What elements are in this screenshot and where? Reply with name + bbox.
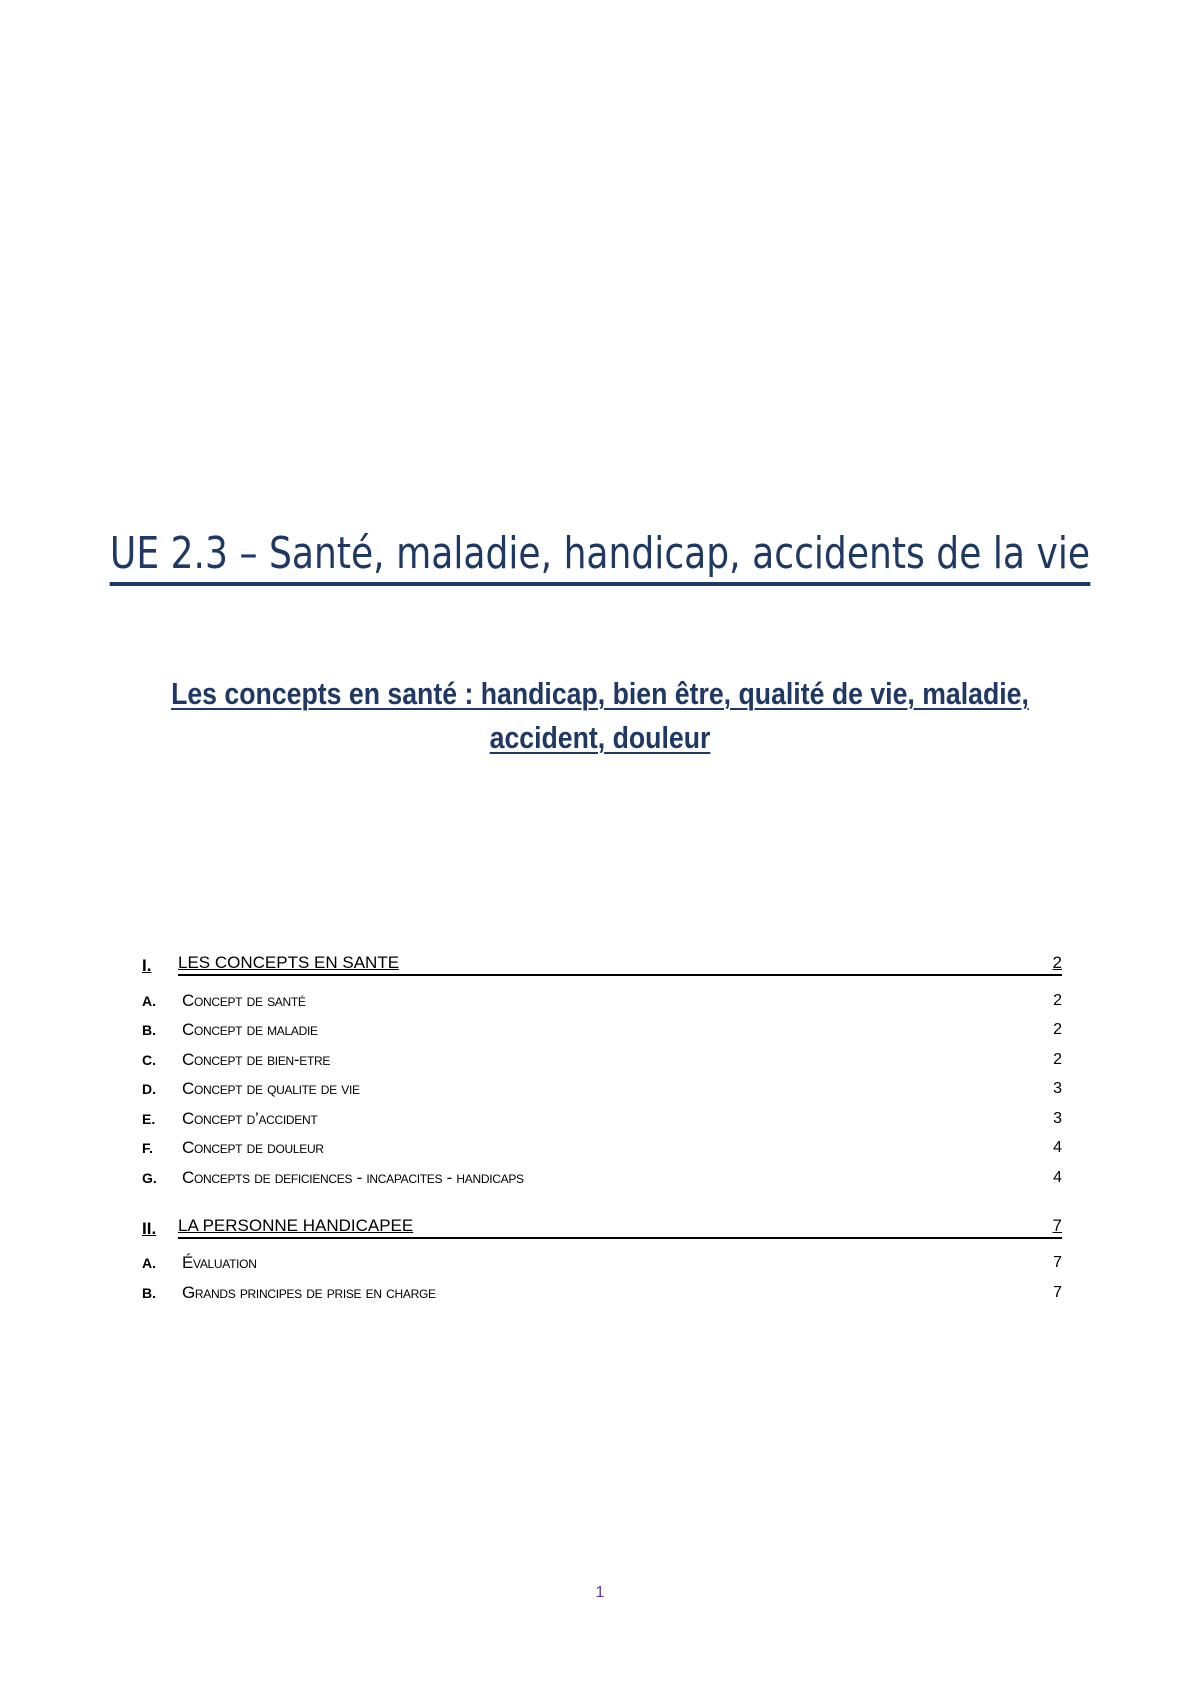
toc-entry-letter: F. <box>142 1140 153 1157</box>
toc-entry-label: Concept de douleur <box>182 1138 324 1158</box>
toc-entry-label: Concepts de deficiences - incapacites - handicaps <box>182 1167 524 1187</box>
toc-entry-label: Grands principes de prise en charge <box>182 1282 436 1302</box>
toc-section-page: 2 <box>1052 953 1062 972</box>
toc-entry-label: Concept d’accident <box>182 1108 318 1128</box>
toc-entry-letter: A. <box>142 1255 156 1272</box>
toc-entry-letter: E. <box>142 1110 156 1127</box>
toc-entry-label: Concept de qualite de vie <box>182 1079 360 1099</box>
toc-entry-label: Concept de maladie <box>182 1020 318 1040</box>
subtitle-line-1: Les concepts en santé : handicap, bien être, qualité de vie, maladie, <box>171 676 1029 711</box>
toc-section-label: LA PERSONNE HANDICAPEE <box>178 1215 414 1235</box>
table-of-contents <box>142 950 1062 1308</box>
toc-entry-page: 3 <box>1053 1109 1062 1127</box>
toc-entry[interactable] <box>142 1249 1062 1279</box>
toc-entry-label: Évaluation <box>182 1253 257 1273</box>
toc-entry-letter: B. <box>142 1284 156 1301</box>
toc-entry[interactable] <box>142 1104 1062 1134</box>
toc-entry-letter: D. <box>142 1081 156 1098</box>
toc-section-1[interactable] <box>142 950 1062 976</box>
toc-entry[interactable] <box>142 1016 1062 1046</box>
toc-entry-label: Concept de bien-etre <box>182 1049 331 1069</box>
toc-entry[interactable] <box>142 1163 1062 1193</box>
toc-section-number: II. <box>142 1218 157 1238</box>
toc-entry-page: 7 <box>1053 1254 1062 1272</box>
toc-entry[interactable] <box>142 986 1062 1016</box>
toc-entry-page: 4 <box>1053 1168 1062 1186</box>
document-subtitle <box>170 672 1030 760</box>
toc-entry-page: 2 <box>1053 1021 1062 1039</box>
toc-entry-page: 7 <box>1053 1283 1062 1301</box>
toc-entry-page: 2 <box>1053 1050 1062 1068</box>
toc-section-label: LES CONCEPTS EN SANTE <box>178 953 400 972</box>
toc-entry-page: 3 <box>1053 1080 1062 1098</box>
toc-entry-letter: A. <box>142 992 156 1009</box>
toc-entry-label: Concept de santé <box>182 990 306 1010</box>
toc-entry[interactable] <box>142 1045 1062 1075</box>
toc-entry-letter: B. <box>142 1022 156 1039</box>
toc-entry-letter: C. <box>142 1051 156 1068</box>
document-title: UE 2.3 – Santé, maladie, handicap, accidents de la vie <box>108 528 1092 586</box>
toc-entry-page: 4 <box>1053 1139 1062 1157</box>
page-number: 1 <box>595 1584 605 1601</box>
toc-entry-letter: G. <box>142 1169 157 1186</box>
toc-entry[interactable] <box>142 1075 1062 1105</box>
toc-section-2[interactable] <box>142 1213 1062 1239</box>
toc-entry[interactable] <box>142 1134 1062 1164</box>
toc-entry[interactable] <box>142 1278 1062 1308</box>
toc-section-number: I. <box>142 956 152 975</box>
toc-entry-page: 2 <box>1053 991 1062 1009</box>
toc-section-page: 7 <box>1052 1215 1062 1235</box>
subtitle-line-2: accident, douleur <box>489 720 711 755</box>
